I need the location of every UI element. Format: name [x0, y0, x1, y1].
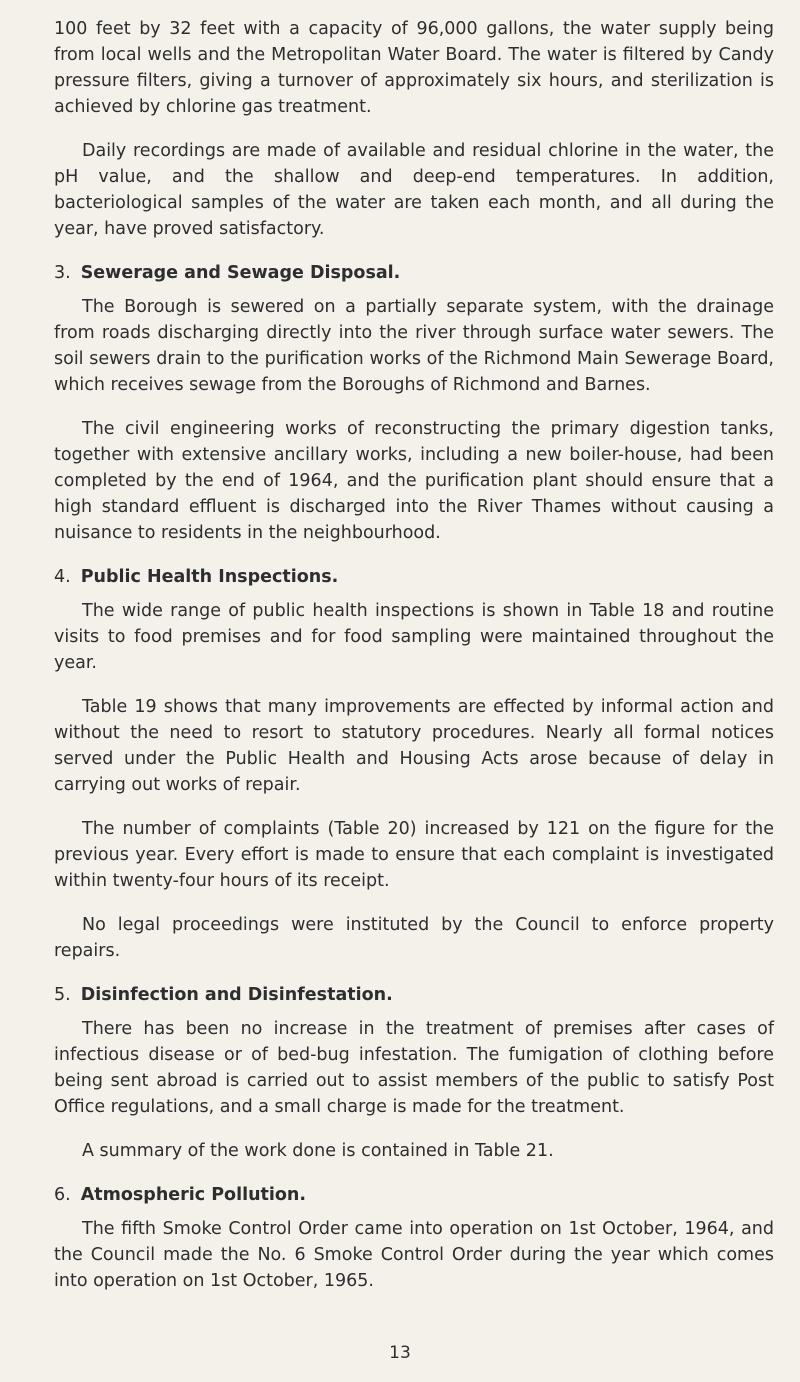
- section-number: 6.: [54, 1185, 71, 1205]
- paragraph-inspections-4: No legal proceedings were instituted by the Council to enforce property repairs.: [54, 915, 774, 961]
- section-title: Public Health Inspections.: [80, 567, 339, 587]
- paragraph-intro-2: Daily recordings are made of available and residual chlorine in the water, the pH value, and the shallow and deep-end temperatures. In addition, bacteriological samples of the water are taken each month, and all during the year, have proved satisfactory.: [54, 141, 774, 239]
- paragraph-intro-1: 100 feet by 32 feet with a capacity of 96,000 gallons, the water supply being from local wells and the Metropolitan Water Board. The water is filtered by Candy pressure filters, giving a turnover of approximately six hours, and sterilization is achieved by chlorine gas treatment.: [54, 19, 774, 117]
- paragraph-disinfection-2: A summary of the work done is contained in Table 21.: [82, 1141, 554, 1161]
- document-page: [54, 16, 774, 1312]
- section-title: Sewerage and Sewage Disposal.: [80, 263, 401, 283]
- paragraph-pollution-1: The fifth Smoke Control Order came into operation on 1st October, 1964, and the Council made the No. 6 Smoke Control Order during the year which comes into operation on 1st October, 1965.: [54, 1219, 774, 1291]
- section-heading-sewerage: [54, 260, 774, 286]
- section-title: Atmospheric Pollution.: [80, 1185, 307, 1205]
- section-heading-pollution: [54, 1182, 774, 1208]
- section-title: Disinfection and Disinfestation.: [80, 985, 393, 1005]
- paragraph-sewerage-2: The civil engineering works of reconstructing the primary digestion tanks, together with extensive ancillary works, including a new boiler-house, had been completed by the end of 1964, and the purification plant should ensure that a high standard effluent is discharged into the River Thames without causing a nuisance to residents in the neighbourhood.: [54, 419, 774, 543]
- page-number: 13: [389, 1343, 411, 1363]
- section-number: 3.: [54, 263, 71, 283]
- section-heading-disinfection: [54, 982, 774, 1008]
- section-number: 4.: [54, 567, 71, 587]
- paragraph-sewerage-1: The Borough is sewered on a partially separate system, with the drainage from roads discharging directly into the river through surface water sewers. The soil sewers drain to the purification works of the Richmond Main Sewerage Board, which receives sewage from the Boroughs of Richmond and Barnes.: [54, 297, 774, 395]
- section-heading-inspections: [54, 564, 774, 590]
- paragraph-inspections-2: Table 19 shows that many improvements are effected by informal action and without the need to resort to statutory procedures. Nearly all formal notices served under the Public Health and Housing Acts arose because of delay in carrying out works of repair.: [54, 697, 774, 795]
- paragraph-disinfection-1: There has been no increase in the treatment of premises after cases of infectious disease or of bed-bug infestation. The fumigation of clothing before being sent abroad is carried out to assist members of the public to satisfy Post Office regulations, and a small charge is made for the treatment.: [54, 1019, 774, 1117]
- section-number: 5.: [54, 985, 71, 1005]
- paragraph-inspections-3: The number of complaints (Table 20) increased by 121 on the figure for the previous year. Every effort is made to ensure that each complaint is investigated within twenty-four hours of its receipt.: [54, 819, 774, 891]
- paragraph-inspections-1: The wide range of public health inspections is shown in Table 18 and routine visits to food premises and for food sampling were maintained throughout the year.: [54, 601, 774, 673]
